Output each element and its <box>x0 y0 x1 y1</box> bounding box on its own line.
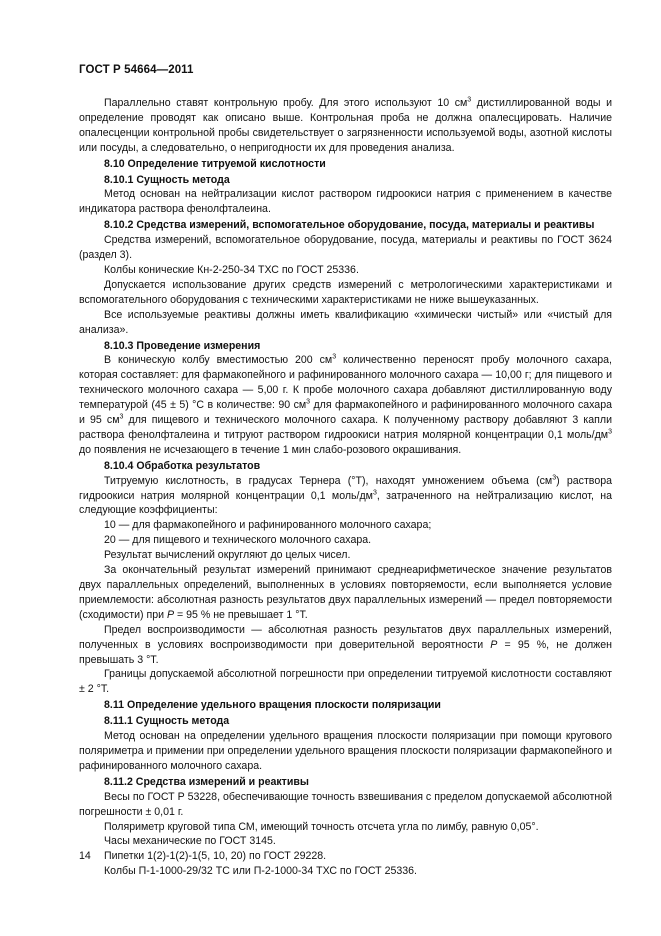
subsection-heading: 8.10.3 Проведение измерения <box>104 339 261 352</box>
subsection-heading: 8.11.1 Сущность метода <box>104 715 230 728</box>
subsection-heading: 8.10.2 Средства измерений, вспомогательное оборудование, посуда, материалы и реактивы <box>104 219 595 232</box>
paragraph: Границы допускаемой абсолютной погрешности при определении титруемой кислотности составляют ± 2 °Т. <box>79 668 612 696</box>
paragraph: Пипетки 1(2)-1(2)-1(5, 10, 20) по ГОСТ 29228. <box>104 850 327 863</box>
page-number: 14 <box>79 850 91 862</box>
section-heading: 8.10 Определение титруемой кислотности <box>104 157 326 170</box>
page-header: ГОСТ Р 54664—2011 <box>79 64 194 76</box>
subsection-heading: 8.10.1 Сущность метода <box>104 173 230 186</box>
paragraph: Результат вычислений округляют до целых чисел. <box>104 549 351 562</box>
paragraph: Колбы конические Кн-2-250-34 ТХС по ГОСТ 25336. <box>104 263 359 276</box>
paragraph: Весы по ГОСТ Р 53228, обеспечивающие точность взвешивания с пределом допускаемой абсолютной погрешности ± 0,01 г. <box>79 790 612 818</box>
paragraph: Допускается использование других средств измерений с метрологическими характеристиками и вспомогательного оборудования с техническими характеристиками не ниже вышеуказанных. <box>79 278 612 306</box>
paragraph: Поляриметр круговой типа СМ, имеющий точность отсчета угла по лимбу, равную 0,05°. <box>104 820 539 833</box>
paragraph: Средства измерений, вспомогательное оборудование, посуда, материалы и реактивы по ГОСТ 3624 (раздел 3). <box>79 234 612 262</box>
list-item: 20 — для пищевого и технического молочного сахара. <box>104 534 372 547</box>
paragraph: Все используемые реактивы должны иметь квалификацию «химически чистый» или «чистый для анализа». <box>79 308 612 336</box>
paragraph: Параллельно ставят контрольную пробу. Для этого используют 10 $см^3$ дистиллированной воды и определение проводят как описано выше. Контрольная проба не должна опалесцировать. Наличие опалесценции контрольной пробы свидетельствует о загрязненности используемой воды, азотной кислоты или посуды, а следовательно, о непригодности их для проведения анализа. <box>79 96 612 154</box>
list-item: 10 — для фармакопейного и рафинированного молочного сахара; <box>104 519 432 532</box>
paragraph: Предел воспроизводимости — абсолютная разность результатов двух параллельных измерений, полученных в условиях воспроизводимости при доверительной вероятности Р = 95 %, не должен превышать 3 °Т. <box>79 623 612 666</box>
document-body <box>79 96 612 879</box>
paragraph: Титруемую кислотность, в градусах Тернера (°Т), находят умножением объема $(см^3)$ раствора гидроокиси натрия молярной концентрации 0,1 моль/$дм^3$, затраченного на нейтрализацию кислот, на следующие коэффициенты: <box>79 474 612 517</box>
paragraph: Метод основан на нейтрализации кислот раствором гидроокиси натрия с применением в качестве индикатора раствора фенолфталеина. <box>79 188 612 216</box>
subsection-heading: 8.11.2 Средства измерений и реактивы <box>104 775 309 788</box>
paragraph: Метод основан на определении удельного вращения плоскости поляризации при помощи кругового поляриметра и примении при определении удельного вращения плоскости поляризации фармакопейного и рафинированного молочного сахара. <box>79 730 612 772</box>
paragraph: Часы механические по ГОСТ 3145. <box>104 835 276 848</box>
section-heading: 8.11 Определение удельного вращения плоскости поляризации <box>104 699 441 712</box>
paragraph: За окончательный результат измерений принимают среднеарифметическое значение результатов двух параллельных определений, выполненных в условиях повторяемости, если выполняется условие приемлемости: абсолютная разность результатов двух параллельных измерений — предел повторяемости (сходимости) при Р = 95 % не превышает 1 °Т. <box>79 564 612 621</box>
subsection-heading: 8.10.4 Обработка результатов <box>104 459 261 472</box>
paragraph: В коническую колбу вместимостью 200 $см^3$ количественно переносят пробу молочного сахара, которая составляет: для фармакопейного и рафинированного молочного сахара — 10,00 г; для пищевого и технического молочного сахара — 5,00 г. К пробе молочного сахара добавляют дистиллированную воду температурой (45 ± 5) °С в количестве: 90 $см^3$ для фармакопейного и рафинированного молочного сахара и 95 $см^3$ для пищевого и технического молочного сахара. К полученному раствору добавляют 3 капли раствора фенолфталеина и титруют раствором гидроокиси натрия молярной концентрации 0,1 моль/$дм^3$ до появления не исчезающего в течение 1 мин слабо-розового окрашивания. <box>79 353 613 456</box>
paragraph: Колбы П-1-1000-29/32 ТС или П-2-1000-34 ТХС по ГОСТ 25336. <box>104 865 418 878</box>
